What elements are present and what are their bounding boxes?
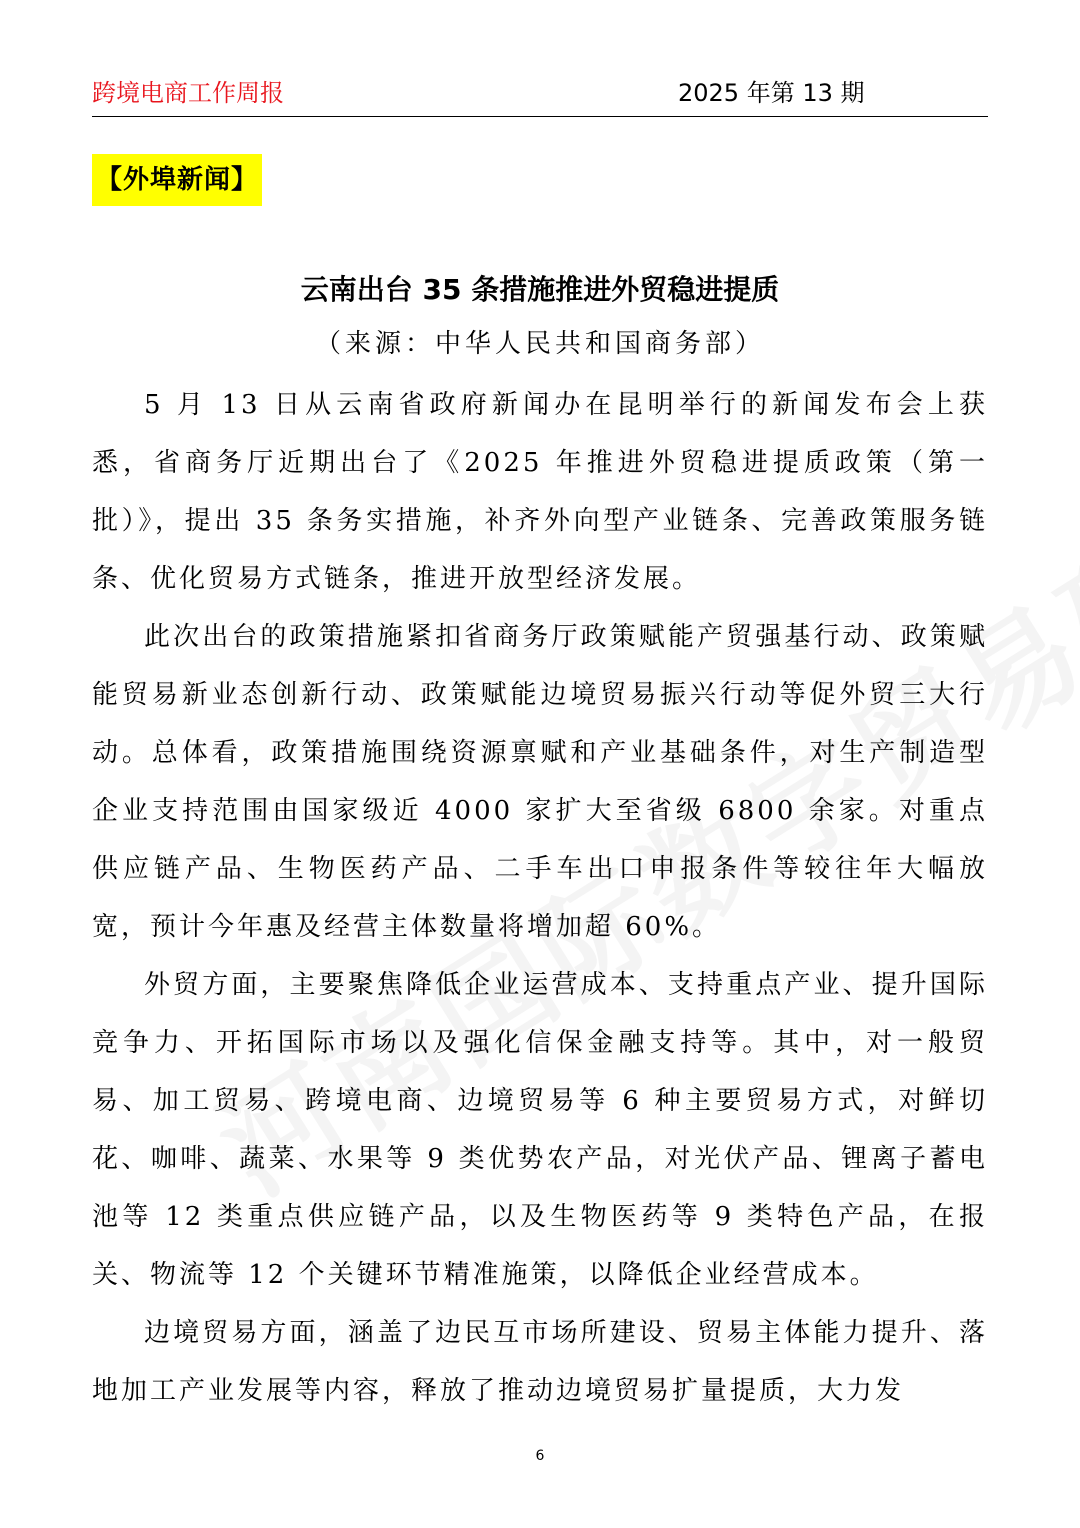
- article-title: 云南出台 35 条措施推进外贸稳进提质: [300, 273, 780, 306]
- article-body: [92, 376, 988, 1420]
- article-paragraph: 外贸方面，主要聚焦降低企业运营成本、支持重点产业、提升国际竞争力、开拓国际市场以及强化信保金融支持等。其中，对一般贸易、加工贸易、跨境电商、边境贸易等 6 种主要贸易方式，对鲜切花、咖啡、蔬菜、水果等 9 类优势农产品，对光伏产品、锂离子蓄电池等 12 类重点供应链产品，以及生物医药等 9 类特色产品，在报关、物流等 12 个关键环节精准施策，以降低企业经营成本。: [92, 970, 988, 1290]
- article-paragraph: 5 月 13 日从云南省政府新闻办在昆明举行的新闻发布会上获悉，省商务厅近期出台了《2025 年推进外贸稳进提质政策（第一批）》，提出 35 条务实措施，补齐外向型产业链条、完善政策服务链条、优化贸易方式链条，推进开放型经济发展。: [92, 390, 988, 594]
- section-tag: 【外埠新闻】: [92, 154, 262, 206]
- article-paragraph: 边境贸易方面，涵盖了边民互市场所建设、贸易主体能力提升、落地加工产业发展等内容，释放了推动边境贸易扩量提质，大力发: [92, 1318, 988, 1406]
- issue-number: 2025 年第 13 期: [678, 79, 865, 107]
- publication-title: 跨境电商工作周报: [92, 79, 284, 107]
- page-header: [92, 76, 988, 116]
- header-divider: [92, 116, 988, 117]
- article-source: （来源：中华人民共和国商务部）: [314, 329, 765, 359]
- article-paragraph: 此次出台的政策措施紧扣省商务厅政策赋能产贸强基行动、政策赋能贸易新业态创新行动、政策赋能边境贸易振兴行动等促外贸三大行动。总体看，政策措施围绕资源禀赋和产业基础条件，对生产制造型企业支持范围由国家级近 4000 家扩大至省级 6800 余家。对重点供应链产品、生物医药产品、二手车出口申报条件等较往年大幅放宽，预计今年惠及经营主体数量将增加超 60%。: [92, 622, 988, 942]
- page-number: 6: [535, 1448, 545, 1464]
